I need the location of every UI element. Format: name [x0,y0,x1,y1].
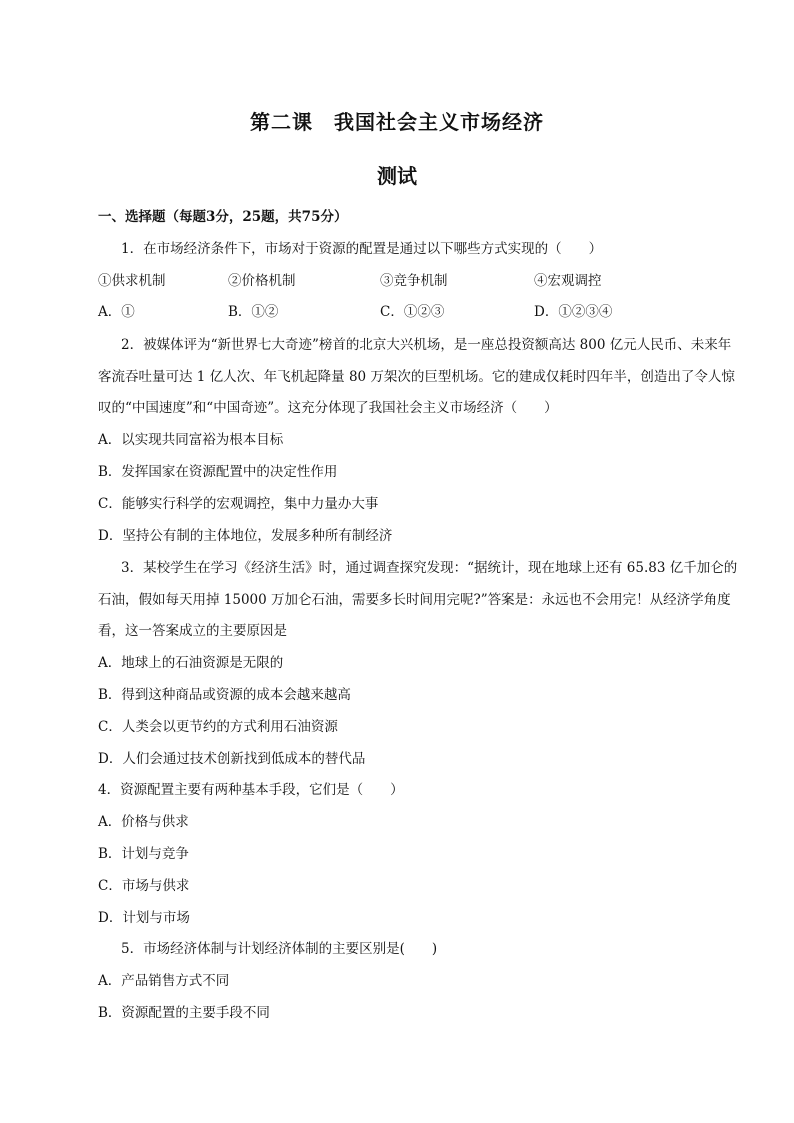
question-4-stem: 4．资源配置主要有两种基本手段，它们是（ ） [98,782,404,798]
q2-choice: C．能够实行科学的宏观调控，集中力量办大事 [98,496,379,512]
q4-choice: A．价格与供求 [98,814,189,830]
q1-item: ④宏观调控 [534,273,602,289]
q2-choice: D．坚持公有制的主体地位，发展多种所有制经济 [98,528,393,544]
q1-item: ③竞争机制 [380,273,448,289]
page-title: 第二课 我国社会主义市场经济 [250,110,544,134]
q4-choice: D．计划与市场 [98,910,190,926]
q4-choice: B．计划与竞争 [98,846,189,862]
q2-choice: A．以实现共同富裕为根本目标 [98,432,284,448]
q1-item: ①供求机制 [98,273,166,289]
q1-choice: C．①②③ [380,304,445,320]
q3-choice: C．人类会以更节约的方式利用石油资源 [98,719,338,735]
page-subtitle: 测试 [377,164,417,188]
q3-choice: A．地球上的石油资源是无限的 [98,655,284,671]
question-1-stem: 1．在市场经济条件下，市场对于资源的配置是通过以下哪些方式实现的（ ） [121,241,603,257]
section-heading: 一、选择题（每题3分，25题，共75分） [98,209,348,225]
q3-choice: B．得到这种商品或资源的成本会越来越高 [98,687,351,703]
q2-choice: B．发挥国家在资源配置中的决定性作用 [98,464,338,480]
question-3-stem: 看，这一答案成立的主要原因是 [98,623,287,639]
q5-choice: A．产品销售方式不同 [98,973,230,989]
q1-item: ②价格机制 [228,273,296,289]
q3-choice: D．人们会通过技术创新找到低成本的替代品 [98,751,366,767]
q5-choice: B．资源配置的主要手段不同 [98,1005,270,1021]
question-2-stem: 2．被媒体评为“新世界七大奇迹”榜首的北京大兴机场，是一座总投资额高达 800 亿元人民币、未来年 [121,337,732,353]
question-3-stem: 石油，假如每天用掉 15000 万加仑石油，需要多长时间用完呢?”答案是：永远也不会用完！从经济学角度 [98,592,731,608]
question-2-stem: 客流吞吐量可达 1 亿人次、年飞机起降量 80 万架次的巨型机场。它的建成仅耗时四年半，创造出了令人惊 [98,369,735,385]
q1-choice: B．①② [228,304,279,320]
q4-choice: C．市场与供求 [98,878,190,894]
q1-choice: A．① [98,304,135,320]
question-5-stem: 5．市场经济体制与计划经济体制的主要区别是( ) [121,941,438,957]
q1-choice: D．①②③④ [534,304,613,320]
question-2-stem: 叹的“中国速度”和“中国奇迹”。这充分体现了我国社会主义市场经济（ ） [98,400,558,416]
question-3-stem: 3．某校学生在学习《经济生活》时，通过调查探究发现：“据统计，现在地球上还有 65.83 亿千加仑的 [121,560,738,576]
